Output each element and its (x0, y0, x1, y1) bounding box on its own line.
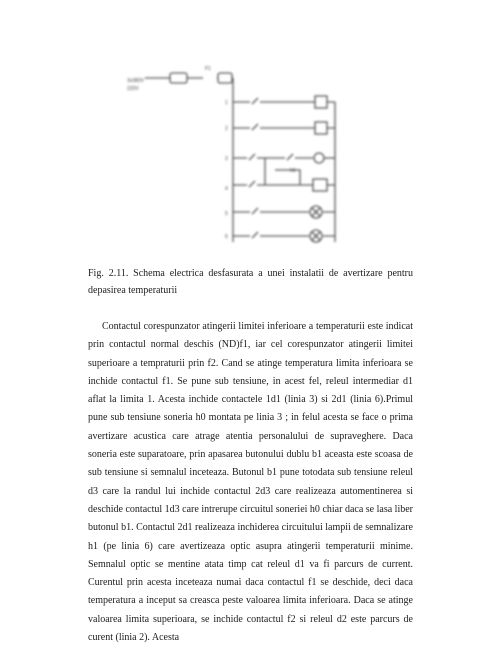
body-paragraph: Contactul corespunzator atingerii limitei inferioare a temperaturii este indicat prin contactul normal deschis (ND)f1, iar cel corespunzator atingerii limitei superioare a tempraturii prin f2. Cand se atinge temperatura limita inferioara se inchide contactul f1. Se pune sub tensiune, in acest fel, releul intermediar d1 aflat la limita 1. Acesta inchide contactele 1d1 (linia 3) si 2d1 (linia 6).Primul pune sub tensiune soneria h0 montata pe linia 3 ; in felul acesta se face o prima avertizare acustica care atrage atentia personalului de supraveghere. Daca soneria este suparatoare, prin apasarea butonului dublu b1 aceasta este scoasa de sub tensiune si semnalul inceteaza. Butonul b1 pune totodata sub tensiune releul d3 care la randul lui inchide contactul 2d3 care realizeaza automentinerea si deschide contactul 1d3 care intrerupe circuitul soneriei h0 chiar daca se lasa liber butonul b1. Contactul 2d1 realizeaza inchiderea circuitului lampii de semnalizare h1 (pe linia 6) care avertizeaza optic asupra atingerii temperaturii minime. Semnalul optic se mentine atata timp cat releul d1 va fi parcurs de current. Curentul prin acesta inceteaza numai daca contactul f1 se deschide, deci daca temperatura a inceput sa creasca peste valoarea limita inferioara. Daca se atinge valoarea limita superioara, se inchide contactul f2 si releul d2 este parcurs de curent (linia 2). Acesta (88, 321, 413, 644)
svg-text:h0: h0 (290, 168, 296, 174)
fuse-1 (170, 73, 187, 83)
line-number-6: 6 (225, 234, 228, 240)
svg-text:F1: F1 (205, 66, 211, 72)
supply-label-2: 220V (127, 86, 139, 92)
fuse-2 (218, 73, 232, 83)
line-number-5: 5 (225, 211, 228, 217)
line-number-1: 1 (225, 100, 228, 106)
figure-caption: Fig. 2.11. Schema electrica desfasurata a unei instalatii de avertizare pentru depasirea temperaturii (88, 268, 413, 296)
supply-label-1: 3x380V (127, 78, 144, 84)
line-number-2: 2 (225, 126, 228, 132)
line-number-3: 3 (225, 156, 228, 162)
circuit-diagram (125, 60, 355, 260)
line-number-4: 4 (225, 186, 228, 192)
